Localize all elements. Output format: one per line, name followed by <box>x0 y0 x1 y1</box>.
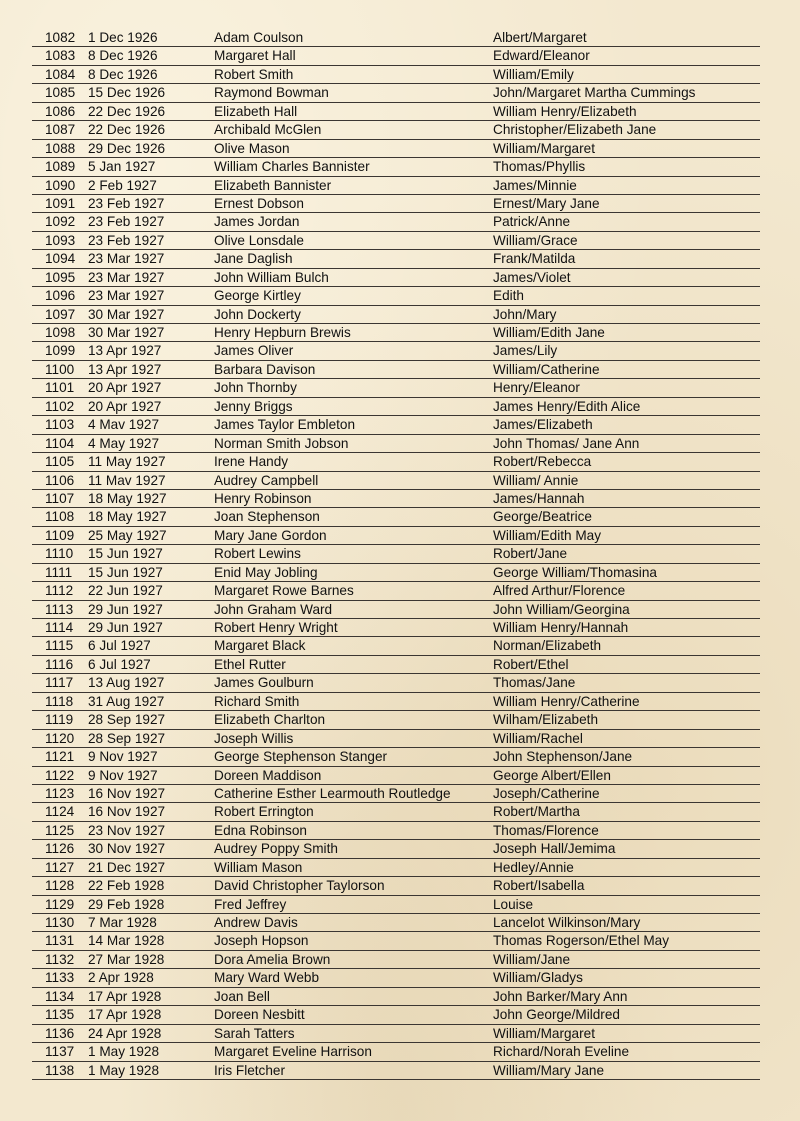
entry-name: Joan Bell <box>214 988 270 1004</box>
entry-date: 4 May 1927 <box>88 435 160 451</box>
entry-parents: Norman/Elizabeth <box>493 638 602 654</box>
register-row <box>32 490 760 508</box>
entry-number: 1130 <box>45 915 75 930</box>
entry-name: George Kirtley <box>214 288 301 304</box>
entry-number: 1103 <box>45 417 75 433</box>
register-row <box>32 1043 760 1061</box>
entry-number: 1127 <box>45 859 75 875</box>
entry-parents: Louise <box>493 896 534 912</box>
entry-parents: Edward/Eleanor <box>493 48 590 64</box>
entry-date: 17 Apr 1928 <box>88 988 162 1004</box>
entry-parents: John Barker/Mary Ann <box>493 988 628 1004</box>
entry-date: 13 Apr 1927 <box>88 361 162 377</box>
entry-number: 1114 <box>45 620 74 635</box>
entry-date: 5 Jan 1927 <box>88 159 156 175</box>
register-row <box>32 951 760 969</box>
entry-parents: John William/Georgina <box>493 601 630 617</box>
entry-number: 1109 <box>45 527 75 543</box>
entry-parents: Joseph/Catherine <box>493 785 600 801</box>
entry-number: 1110 <box>45 546 74 562</box>
register-row <box>32 711 760 729</box>
entry-parents: William/Rachel <box>493 730 583 746</box>
entry-parents: James/Elizabeth <box>493 417 593 433</box>
entry-parents: Richard/Norah Eveline <box>493 1044 630 1060</box>
entry-number: 1104 <box>45 435 75 451</box>
entry-name: Catherine Esther Learmouth Routledge <box>214 785 451 801</box>
entry-parents: Thomas/Phyllis <box>493 159 586 175</box>
entry-parents: William Henry/Catherine <box>493 693 640 709</box>
entry-parents: Ernest/Mary Jane <box>493 195 600 211</box>
entry-date: 13 Aug 1927 <box>88 675 165 691</box>
register-row <box>32 121 760 139</box>
register-row <box>32 472 760 490</box>
entry-date: 29 Feb 1928 <box>88 896 165 912</box>
entry-date: 2 Feb 1927 <box>88 177 157 193</box>
entry-date: 22 Dec 1926 <box>88 122 166 138</box>
entry-parents: William/Edith May <box>493 527 602 543</box>
entry-date: 8 Dec 1926 <box>88 66 158 82</box>
register-row <box>32 1006 760 1024</box>
entry-number: 1099 <box>45 343 76 359</box>
entry-name: Olive Mason <box>214 140 290 156</box>
register-row <box>32 342 760 360</box>
entry-number: 1090 <box>45 177 76 193</box>
entry-date: 22 Jun 1927 <box>88 583 163 599</box>
entry-name: Doreen Maddison <box>214 767 322 783</box>
entry-number: 1097 <box>45 306 76 322</box>
entry-number: 1134 <box>45 988 75 1004</box>
entry-date: 30 Mar 1927 <box>88 325 165 340</box>
entry-date: 16 Nov 1927 <box>88 804 166 820</box>
entry-number: 1085 <box>45 85 76 101</box>
entry-name: Henry Robinson <box>214 490 312 506</box>
entry-name: Henry Hepburn Brewis <box>214 325 351 340</box>
register-row <box>32 47 760 65</box>
entry-number: 1119 <box>45 712 74 728</box>
entry-date: 20 Apr 1927 <box>88 380 162 396</box>
entry-date: 9 Nov 1927 <box>88 749 158 765</box>
entry-name: Iris Fletcher <box>214 1062 286 1078</box>
entry-number: 1106 <box>45 472 75 488</box>
entry-name: John William Bulch <box>214 269 329 285</box>
entry-name: James Jordan <box>214 214 300 230</box>
entry-name: Fred Jeffrey <box>214 896 287 912</box>
register-row <box>32 213 760 231</box>
entry-name: Edna Robinson <box>214 822 307 838</box>
entry-number: 1089 <box>45 159 76 175</box>
entry-number: 1117 <box>45 675 74 691</box>
register-row <box>32 693 760 711</box>
entry-number: 1092 <box>45 214 76 230</box>
entry-date: 7 Mar 1928 <box>88 915 157 930</box>
entry-number: 1123 <box>45 785 75 801</box>
entry-date: 29 Jun 1927 <box>88 620 163 635</box>
register-row <box>32 435 760 453</box>
register-row <box>32 453 760 471</box>
entry-date: 15 Jun 1927 <box>88 564 163 580</box>
register-row <box>32 361 760 379</box>
entry-name: Richard Smith <box>214 693 300 709</box>
entry-parents: John/Mary <box>493 306 557 322</box>
entry-date: 25 May 1927 <box>88 527 167 543</box>
entry-number: 1087 <box>45 122 76 138</box>
register-row <box>32 896 760 914</box>
entry-date: 23 Feb 1927 <box>88 214 165 230</box>
register-row <box>32 1025 760 1043</box>
entry-parents: Thomas/Jane <box>493 675 576 691</box>
entry-parents: James/Minnie <box>493 177 577 193</box>
entry-date: 6 Jul 1927 <box>88 656 151 672</box>
entry-name: Enid May Jobling <box>214 564 318 580</box>
entry-number: 1083 <box>45 48 76 64</box>
entry-parents: William/Edith Jane <box>493 325 605 340</box>
entry-date: 1 Dec 1926 <box>88 30 158 45</box>
register-row <box>32 287 760 305</box>
register-row <box>32 232 760 250</box>
entry-name: John Graham Ward <box>214 601 333 617</box>
register-row <box>32 969 760 987</box>
register-row <box>32 324 760 342</box>
entry-name: Margaret Rowe Barnes <box>214 583 354 599</box>
entry-number: 1098 <box>45 325 76 340</box>
register-row <box>32 508 760 526</box>
entry-date: 14 Mar 1928 <box>88 933 165 949</box>
entry-name: Olive Lonsdale <box>214 232 304 248</box>
entry-name: Doreen Nesbitt <box>214 1007 305 1023</box>
entry-number: 1115 <box>45 638 74 654</box>
entry-date: 11 Mav 1927 <box>88 472 166 488</box>
entry-date: 1 May 1928 <box>88 1044 160 1060</box>
register-row <box>32 859 760 877</box>
entry-date: 30 Mar 1927 <box>88 306 165 322</box>
entry-name: James Goulburn <box>214 675 314 691</box>
register-row <box>32 158 760 176</box>
register-row <box>32 29 760 47</box>
entry-parents: Lancelot Wilkinson/Mary <box>493 915 641 930</box>
entry-parents: William Henry/Hannah <box>493 620 629 635</box>
entry-number: 1132 <box>45 951 75 967</box>
entry-number: 1129 <box>45 896 75 912</box>
entry-number: 1128 <box>45 878 75 894</box>
entry-date: 24 Apr 1928 <box>88 1025 162 1041</box>
entry-parents: Robert/Rebecca <box>493 454 592 470</box>
entry-name: Irene Handy <box>214 454 289 470</box>
register-row <box>32 66 760 84</box>
entry-name: James Taylor Embleton <box>214 417 356 433</box>
register-row <box>32 914 760 932</box>
entry-parents: Thomas Rogerson/Ethel May <box>493 933 670 949</box>
entry-parents: John Stephenson/Jane <box>493 749 633 765</box>
entry-name: Sarah Tatters <box>214 1025 295 1041</box>
entry-name: Elizabeth Hall <box>214 103 298 119</box>
entry-parents: William/Jane <box>493 951 571 967</box>
entry-number: 1101 <box>45 380 75 396</box>
entry-parents: James/Lily <box>493 343 558 359</box>
register-row <box>32 637 760 655</box>
entry-date: 21 Dec 1927 <box>88 859 166 875</box>
register-row <box>32 250 760 268</box>
entry-date: 18 May 1927 <box>88 490 167 506</box>
entry-parents: James Henry/Edith Alice <box>493 398 641 414</box>
entry-date: 8 Dec 1926 <box>88 48 158 64</box>
entry-name: Jenny Briggs <box>214 398 293 414</box>
entry-number: 1133 <box>45 970 75 986</box>
entry-parents: Wilham/Elizabeth <box>493 712 599 728</box>
entry-parents: John George/Mildred <box>493 1007 620 1023</box>
entry-date: 2 Apr 1928 <box>88 970 154 986</box>
entry-date: 20 Apr 1927 <box>88 398 162 414</box>
entry-date: 15 Dec 1926 <box>88 85 166 101</box>
entry-parents: William/Mary Jane <box>493 1062 605 1078</box>
entry-date: 9 Nov 1927 <box>88 767 158 783</box>
entry-parents: George/Beatrice <box>493 509 592 525</box>
entry-date: 29 Dec 1926 <box>88 140 166 156</box>
entry-number: 1112 <box>45 583 74 599</box>
entry-parents: Alfred Arthur/Florence <box>493 583 626 599</box>
entry-name: Robert Henry Wright <box>214 620 338 635</box>
entry-number: 1120 <box>45 730 75 746</box>
entry-number: 1086 <box>45 103 76 119</box>
entry-parents: Joseph Hall/Jemima <box>493 841 616 857</box>
entry-name: Ernest Dobson <box>214 195 304 211</box>
entry-date: 18 May 1927 <box>88 509 167 525</box>
entry-parents: Robert/Jane <box>493 546 568 562</box>
entry-name: George Stephenson Stanger <box>214 749 388 765</box>
entry-date: 4 Mav 1927 <box>88 417 160 433</box>
entry-parents: Robert/Martha <box>493 804 580 820</box>
register-row <box>32 656 760 674</box>
entry-date: 31 Aug 1927 <box>88 693 165 709</box>
register-row <box>32 840 760 858</box>
entry-number: 1091 <box>45 195 76 211</box>
entry-parents: Frank/Matilda <box>493 251 576 267</box>
entry-number: 1108 <box>45 509 75 525</box>
entry-parents: George Albert/Ellen <box>493 767 611 783</box>
entry-name: Raymond Bowman <box>214 85 329 101</box>
entry-parents: Henry/Eleanor <box>493 380 580 396</box>
register-row <box>32 748 760 766</box>
register-row <box>32 619 760 637</box>
entry-parents: William/Catherine <box>493 361 600 377</box>
register-row <box>32 416 760 434</box>
entry-name: Mary Jane Gordon <box>214 527 327 543</box>
entry-name: John Dockerty <box>214 306 301 322</box>
register-row <box>32 932 760 950</box>
entry-name: Ethel Rutter <box>214 656 286 672</box>
entry-name: David Christopher Taylorson <box>214 878 385 894</box>
entry-date: 15 Jun 1927 <box>88 546 163 562</box>
register-row <box>32 988 760 1006</box>
entry-parents: Hedley/Annie <box>493 859 574 875</box>
register-row <box>32 545 760 563</box>
entry-parents: Edith <box>493 288 524 304</box>
entry-date: 1 May 1928 <box>88 1062 160 1078</box>
entry-name: Audrey Poppy Smith <box>214 841 338 857</box>
entry-parents: Christopher/Elizabeth Jane <box>493 122 657 138</box>
register-row <box>32 306 760 324</box>
entry-date: 30 Nov 1927 <box>88 841 166 857</box>
entry-date: 23 Mar 1927 <box>88 269 165 285</box>
entry-number: 1113 <box>45 601 74 617</box>
register-row <box>32 269 760 287</box>
entry-number: 1124 <box>45 804 75 820</box>
entry-parents: James/Violet <box>493 269 571 285</box>
entry-date: 13 Apr 1927 <box>88 343 162 359</box>
register-row <box>32 177 760 195</box>
entry-parents: William Henry/Elizabeth <box>493 103 637 119</box>
entry-name: James Oliver <box>214 343 294 359</box>
entry-parents: John Thomas/ Jane Ann <box>493 435 640 451</box>
entry-number: 1105 <box>45 454 75 470</box>
register-row <box>32 582 760 600</box>
entry-date: 23 Feb 1927 <box>88 195 165 211</box>
entry-name: Margaret Black <box>214 638 306 654</box>
register-row <box>32 601 760 619</box>
entry-date: 23 Mar 1927 <box>88 251 165 267</box>
entry-name: Mary Ward Webb <box>214 970 319 986</box>
register-row <box>32 877 760 895</box>
register-row <box>32 564 760 582</box>
entry-name: Margaret Hall <box>214 48 296 64</box>
entry-name: Robert Lewins <box>214 546 301 562</box>
entry-parents: William/Margaret <box>493 1025 595 1041</box>
entry-parents: Patrick/Anne <box>493 214 571 230</box>
entry-date: 17 Apr 1928 <box>88 1007 162 1023</box>
entry-number: 1082 <box>45 30 76 45</box>
entry-date: 23 Nov 1927 <box>88 822 166 838</box>
entry-parents: William/Gladys <box>493 970 583 986</box>
entry-name: Elizabeth Bannister <box>214 177 332 193</box>
entry-number: 1107 <box>45 490 75 506</box>
register-row <box>32 103 760 121</box>
entry-number: 1125 <box>45 822 75 838</box>
entry-number: 1088 <box>45 140 76 156</box>
entry-number: 1084 <box>45 66 76 82</box>
entry-name: Joseph Hopson <box>214 933 309 949</box>
entry-date: 29 Jun 1927 <box>88 601 163 617</box>
register-row <box>32 84 760 102</box>
entry-number: 1100 <box>45 361 75 377</box>
entry-date: 27 Mar 1928 <box>88 951 165 967</box>
register-row <box>32 730 760 748</box>
entry-name: Andrew Davis <box>214 915 298 930</box>
entry-date: 23 Feb 1927 <box>88 232 165 248</box>
register-row <box>32 767 760 785</box>
entry-number: 1136 <box>45 1025 75 1041</box>
entry-date: 22 Dec 1926 <box>88 103 166 119</box>
entry-parents: James/Hannah <box>493 490 585 506</box>
entry-name: Dora Amelia Brown <box>214 951 331 967</box>
entry-name: Margaret Eveline Harrison <box>214 1044 372 1060</box>
entry-number: 1095 <box>45 269 76 285</box>
entry-date: 28 Sep 1927 <box>88 730 166 746</box>
register-row <box>32 785 760 803</box>
entry-number: 1138 <box>45 1062 75 1078</box>
entry-name: Barbara Davison <box>214 361 316 377</box>
entry-number: 1111 <box>45 564 73 580</box>
entry-name: Elizabeth Charlton <box>214 712 326 728</box>
entry-parents: Robert/Isabella <box>493 878 585 894</box>
entry-number: 1093 <box>45 232 76 248</box>
entry-number: 1122 <box>45 767 75 783</box>
entry-number: 1116 <box>45 656 74 672</box>
register-row <box>32 379 760 397</box>
entry-name: Archibald McGlen <box>214 122 322 138</box>
register-row <box>32 398 760 416</box>
register-row <box>32 822 760 840</box>
entry-parents: Thomas/Florence <box>493 822 599 838</box>
entry-parents: John/Margaret Martha Cummings <box>493 85 696 101</box>
entry-date: 22 Feb 1928 <box>88 878 165 894</box>
entry-date: 23 Mar 1927 <box>88 288 165 304</box>
entry-parents: William/ Annie <box>493 472 579 488</box>
entry-date: 28 Sep 1927 <box>88 712 166 728</box>
entry-number: 1121 <box>45 749 75 765</box>
register-row <box>32 140 760 158</box>
register-row <box>32 674 760 692</box>
entry-name: Joan Stephenson <box>214 509 320 525</box>
entry-number: 1131 <box>45 933 75 949</box>
entry-name: Adam Coulson <box>214 30 304 45</box>
entry-number: 1137 <box>45 1044 75 1060</box>
entry-name: Audrey Campbell <box>214 472 319 488</box>
entry-name: Jane Daglish <box>214 251 293 267</box>
entry-name: William Charles Bannister <box>214 159 370 175</box>
entry-name: Robert Errington <box>214 804 314 820</box>
entry-name: Joseph Willis <box>214 730 294 746</box>
entry-parents: George William/Thomasina <box>493 564 657 580</box>
register-row <box>32 1062 760 1080</box>
register-row <box>32 803 760 821</box>
entry-parents: William/Grace <box>493 232 578 248</box>
register-table <box>32 29 760 1080</box>
entry-number: 1135 <box>45 1007 75 1023</box>
entry-number: 1094 <box>45 251 76 267</box>
register-row <box>32 527 760 545</box>
entry-parents: William/Margaret <box>493 140 595 156</box>
entry-parents: William/Emily <box>493 66 574 82</box>
entry-parents: Robert/Ethel <box>493 656 569 672</box>
entry-date: 16 Nov 1927 <box>88 785 166 801</box>
entry-number: 1102 <box>45 398 75 414</box>
entry-date: 11 May 1927 <box>88 454 166 470</box>
entry-number: 1096 <box>45 288 76 304</box>
entry-name: John Thornby <box>214 380 297 396</box>
entry-number: 1118 <box>45 693 74 709</box>
entry-date: 6 Jul 1927 <box>88 638 151 654</box>
entry-name: Norman Smith Jobson <box>214 435 349 451</box>
entry-number: 1126 <box>45 841 75 857</box>
register-row <box>32 195 760 213</box>
entry-name: William Mason <box>214 859 303 875</box>
entry-name: Robert Smith <box>214 66 294 82</box>
entry-parents: Albert/Margaret <box>493 30 587 45</box>
